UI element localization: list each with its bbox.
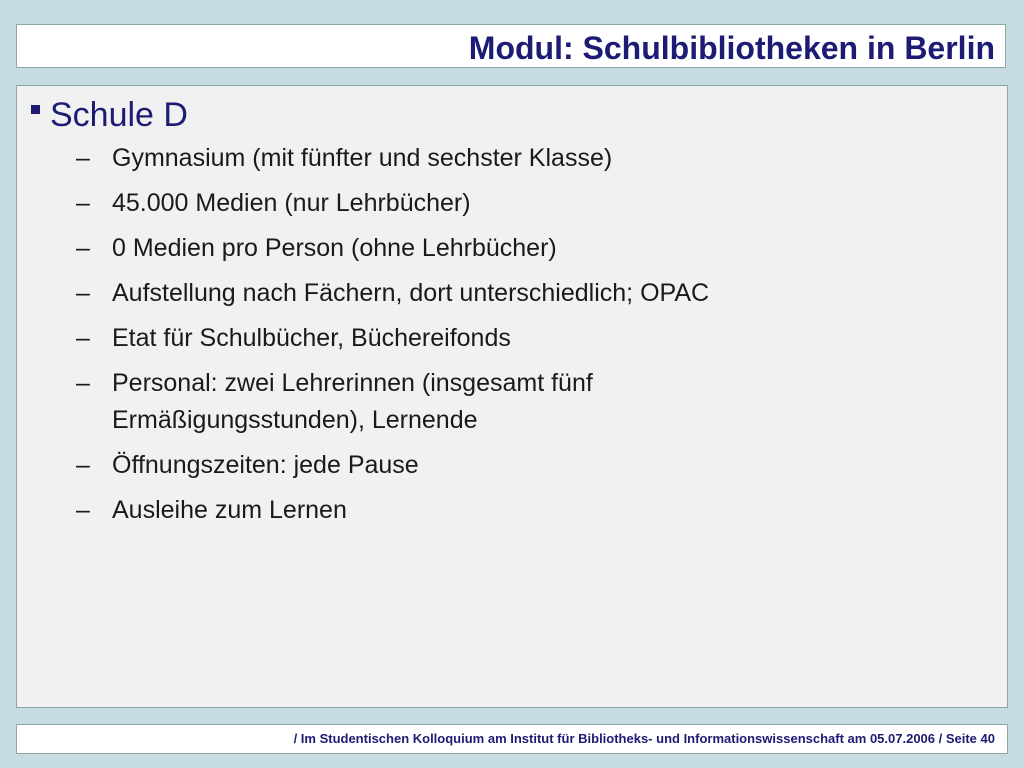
list-item-text: 0 Medien pro Person (ohne Lehrbücher) — [112, 234, 557, 262]
section-heading: Schule D — [50, 96, 188, 134]
dash-bullet: – — [76, 451, 90, 479]
bullet-list — [76, 140, 832, 537]
list-item — [76, 230, 832, 267]
list-item-text: Aufstellung nach Fächern, dort unterschiedlich; OPAC — [112, 279, 710, 307]
dash-bullet: – — [76, 144, 90, 172]
footer-bar — [16, 724, 1008, 754]
list-item-text: Ausleihe zum Lernen — [112, 496, 347, 524]
dash-bullet: – — [76, 496, 90, 524]
slide-title: Modul: Schulbibliotheken in Berlin — [468, 30, 995, 66]
dash-bullet: – — [76, 279, 90, 307]
square-bullet-icon — [31, 105, 40, 114]
dash-bullet: – — [76, 189, 90, 217]
dash-bullet: – — [76, 234, 90, 262]
list-item-text: Personal: zwei Lehrerinnen (insgesamt fünf Ermäßigungsstunden), Lernende — [112, 369, 593, 434]
list-item — [76, 185, 832, 222]
list-item-text: 45.000 Medien (nur Lehrbücher) — [112, 189, 471, 217]
title-bar — [16, 24, 1006, 68]
list-item-text: Öffnungszeiten: jede Pause — [112, 451, 419, 479]
list-item-text: Gymnasium (mit fünfter und sechster Klasse) — [112, 144, 613, 172]
footer-text: / Im Studentischen Kolloquium am Institut für Bibliotheks- und Informationswissenschaft am 05.07.2006 / Seite 40 — [293, 731, 995, 746]
list-item — [76, 447, 832, 484]
list-item — [76, 275, 832, 312]
list-item — [76, 320, 832, 357]
dash-bullet: – — [76, 369, 90, 397]
list-item — [76, 365, 772, 439]
list-item-text: Etat für Schulbücher, Büchereifonds — [112, 324, 511, 352]
list-item — [76, 140, 832, 177]
list-item — [76, 492, 832, 529]
dash-bullet: – — [76, 324, 90, 352]
